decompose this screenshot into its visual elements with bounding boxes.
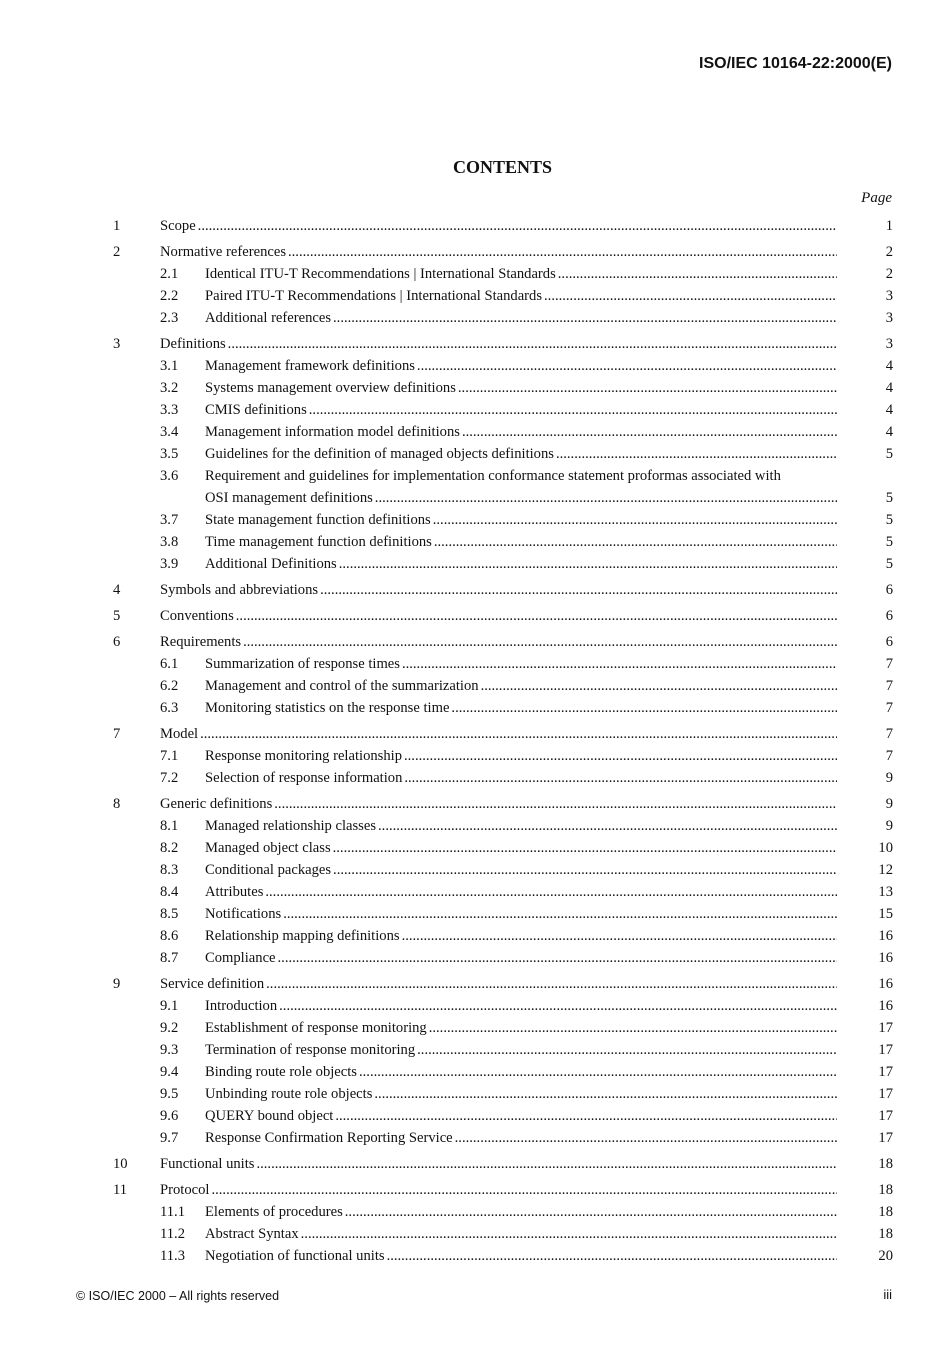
toc-entry[interactable] — [113, 215, 893, 237]
dot-leader — [266, 973, 837, 995]
toc-entry-body — [205, 697, 837, 719]
toc-entry-body — [205, 307, 837, 329]
toc-entry-title: Compliance — [205, 950, 276, 966]
toc-entry-title: Symbols and abbreviations — [160, 582, 319, 598]
toc-entry-title: Identical ITU-T Recommendations | International Standards — [205, 266, 556, 282]
dot-leader — [556, 443, 837, 465]
toc-entry-title: Unbinding route role objects — [205, 1086, 373, 1102]
dot-leader — [417, 355, 837, 377]
dot-leader — [279, 995, 837, 1017]
dot-leader — [404, 745, 837, 767]
toc-entry-title: Establishment of response monitoring — [205, 1020, 427, 1036]
dot-leader — [333, 837, 837, 859]
toc-subentry[interactable] — [113, 465, 893, 509]
toc-entry-page: 16 — [878, 950, 893, 966]
toc-entry-body — [205, 995, 837, 1017]
toc-subentry[interactable] — [113, 925, 893, 947]
toc-entry-title: Generic definitions — [160, 796, 273, 812]
toc-entry-page: 7 — [885, 700, 893, 716]
toc-entry-title: Management information model definitions — [205, 424, 460, 440]
toc-entry-title: Management framework definitions — [205, 358, 415, 374]
toc-entry-title: Definitions — [160, 336, 226, 352]
page-column-label: Page — [861, 190, 892, 206]
dot-leader — [404, 767, 837, 789]
toc-entry-title: Additional Definitions — [205, 556, 337, 572]
toc-entry-page: 17 — [878, 1020, 893, 1036]
dot-leader — [198, 215, 837, 237]
toc-entry-body — [205, 903, 837, 925]
toc-entry-page: 9 — [885, 818, 893, 834]
toc-entry-body — [160, 1153, 837, 1175]
toc-subentry[interactable] — [113, 531, 893, 553]
toc-entry-body — [205, 837, 837, 859]
dot-leader — [458, 377, 837, 399]
toc-subentry[interactable] — [113, 1245, 893, 1267]
contents-title: CONTENTS — [452, 157, 553, 177]
dot-leader — [243, 631, 837, 653]
toc-entry-title: Binding route role objects — [205, 1064, 357, 1080]
toc-entry-page: 17 — [878, 1086, 893, 1102]
toc-entry-title: Elements of procedures — [205, 1204, 343, 1220]
toc-entry-number: 6 — [113, 634, 121, 650]
toc-entry-title: Selection of response information — [205, 770, 403, 786]
toc-entry[interactable] — [113, 723, 893, 745]
toc-entry[interactable] — [113, 973, 893, 995]
toc-entry-body — [205, 947, 837, 969]
dot-leader — [301, 1223, 837, 1245]
toc-entry-page: 15 — [878, 906, 893, 922]
toc-entry-title: Response monitoring relationship — [205, 748, 402, 764]
dot-leader — [434, 531, 837, 553]
toc-entry-title: Normative references — [160, 244, 286, 260]
toc-entry-body — [205, 1017, 837, 1039]
toc-entry-title: Systems management overview definitions — [205, 380, 456, 396]
dot-leader — [433, 509, 837, 531]
dot-leader — [402, 925, 837, 947]
toc-entry-body — [205, 355, 837, 377]
dot-leader — [359, 1061, 837, 1083]
toc-entry-page: 3 — [885, 288, 893, 304]
toc-entry-page: 18 — [878, 1156, 893, 1172]
toc-entry-number: 8.4 — [160, 884, 179, 900]
toc-entry-body — [205, 1223, 837, 1245]
toc-entry-body — [160, 973, 837, 995]
toc-entry-body — [205, 421, 837, 443]
toc-entry[interactable] — [113, 793, 893, 815]
toc-entry-title: Service definition — [160, 976, 265, 992]
toc-entry-number: 8.7 — [160, 950, 179, 966]
dot-leader — [417, 1039, 837, 1061]
toc-entry[interactable] — [113, 579, 893, 601]
toc-entry-body — [205, 767, 837, 789]
toc-entry-page: 9 — [885, 770, 893, 786]
toc-entry-title: Protocol — [160, 1182, 210, 1198]
toc-entry-body — [160, 215, 837, 237]
dot-leader — [265, 881, 837, 903]
toc-subentry[interactable] — [113, 1201, 893, 1223]
toc-entry-body — [205, 925, 837, 947]
toc-entry-title: Requirements — [160, 634, 242, 650]
dot-leader — [374, 1083, 837, 1105]
toc-entry-page: 18 — [878, 1204, 893, 1220]
toc-entry-page: 3 — [885, 310, 893, 326]
toc-entry-body — [160, 723, 837, 745]
toc-section — [113, 793, 893, 969]
toc-entry-title: Time management function definitions — [205, 534, 432, 550]
toc-entry-number: 2.3 — [160, 310, 179, 326]
dot-leader — [333, 307, 837, 329]
toc-entry-title: Response Confirmation Reporting Service — [205, 1130, 453, 1146]
toc-entry-body — [205, 531, 837, 553]
toc-section — [113, 333, 893, 575]
toc-entry-page: 9 — [885, 796, 893, 812]
toc-entry-number: 11.1 — [160, 1204, 185, 1220]
toc-entry-body — [160, 241, 837, 263]
toc-entry-number: 8.3 — [160, 862, 179, 878]
toc-entry-body — [160, 333, 837, 355]
toc-section — [113, 723, 893, 789]
toc-entry-number: 3.5 — [160, 446, 179, 462]
toc-entry-body — [205, 399, 837, 421]
toc-entry-page: 2 — [885, 244, 893, 260]
toc-subentry[interactable] — [113, 815, 893, 837]
toc-entry-body — [205, 745, 837, 767]
toc-section — [113, 241, 893, 329]
toc-entry-page: 16 — [878, 976, 893, 992]
toc-entry-number: 3.7 — [160, 512, 179, 528]
toc-entry[interactable] — [113, 1153, 893, 1175]
toc-subentry[interactable] — [113, 881, 893, 903]
toc-entry-title: Termination of response monitoring — [205, 1042, 416, 1058]
toc-entry-number: 9.4 — [160, 1064, 179, 1080]
toc-entry-page: 6 — [885, 582, 893, 598]
toc-entry-body — [205, 881, 837, 903]
toc-entry-number: 6.1 — [160, 656, 179, 672]
dot-leader — [455, 1127, 837, 1149]
toc-entry-title: Model — [160, 726, 199, 742]
toc-entry-page: 6 — [885, 634, 893, 650]
document-id-header: ISO/IEC 10164-22:2000(E) — [699, 55, 892, 72]
toc-subentry[interactable] — [113, 307, 893, 329]
toc-subentry[interactable] — [113, 1017, 893, 1039]
toc-entry-title: Monitoring statistics on the response time — [205, 700, 450, 716]
toc-entry-body — [205, 653, 837, 675]
dot-leader — [236, 605, 837, 627]
toc-entry-title-line: Requirement and guidelines for implementation conformance statement proformas associated with — [205, 468, 781, 484]
toc-entry-number: 6.3 — [160, 700, 179, 716]
toc-entry-page: 5 — [885, 534, 893, 550]
toc-entry-number: 7.2 — [160, 770, 179, 786]
toc-section — [113, 1153, 893, 1175]
toc-entry-number: 9.7 — [160, 1130, 179, 1146]
toc-entry-page: 5 — [885, 446, 893, 462]
toc-entry[interactable] — [113, 631, 893, 653]
toc-entry-page: 7 — [885, 726, 893, 742]
toc-entry-body — [160, 1179, 837, 1201]
toc-subentry[interactable] — [113, 377, 893, 399]
toc-subentry[interactable] — [113, 1061, 893, 1083]
table-of-contents — [113, 215, 893, 1271]
dot-leader — [345, 1201, 837, 1223]
toc-subentry[interactable] — [113, 509, 893, 531]
dot-leader — [211, 1179, 837, 1201]
toc-subentry[interactable] — [113, 285, 893, 307]
toc-entry-page: 10 — [878, 840, 893, 856]
toc-entry-title: Management and control of the summarization — [205, 678, 479, 694]
toc-entry[interactable] — [113, 241, 893, 263]
toc-entry-body — [160, 793, 837, 815]
toc-section — [113, 579, 893, 601]
toc-entry-number: 6.2 — [160, 678, 179, 694]
toc-entry-number: 11.3 — [160, 1248, 185, 1264]
toc-entry-title: Notifications — [205, 906, 282, 922]
dot-leader — [288, 241, 837, 263]
toc-entry-body — [205, 1039, 837, 1061]
toc-entry-page: 13 — [878, 884, 893, 900]
toc-subentry[interactable] — [113, 859, 893, 881]
dot-leader — [375, 487, 837, 509]
dot-leader — [335, 1105, 837, 1127]
toc-entry-body — [205, 285, 837, 307]
toc-entry-page: 17 — [878, 1064, 893, 1080]
toc-entry-number: 9.6 — [160, 1108, 179, 1124]
toc-entry-title-continuation — [205, 487, 837, 509]
dot-leader — [462, 421, 837, 443]
toc-entry-number: 3.6 — [160, 468, 179, 484]
toc-entry-number: 3.2 — [160, 380, 179, 396]
toc-entry-page: 4 — [885, 358, 893, 374]
toc-subentry[interactable] — [113, 837, 893, 859]
toc-entry-page: 17 — [878, 1108, 893, 1124]
toc-entry-body — [160, 605, 837, 627]
toc-subentry[interactable] — [113, 1105, 893, 1127]
toc-entry-number: 7.1 — [160, 748, 179, 764]
toc-entry-number: 11 — [113, 1182, 128, 1198]
toc-entry-title: Summarization of response times — [205, 656, 400, 672]
toc-entry-page: 7 — [885, 678, 893, 694]
toc-subentry[interactable] — [113, 1083, 893, 1105]
toc-entry-title: Conditional packages — [205, 862, 332, 878]
toc-section — [113, 215, 893, 237]
toc-entry-number: 3 — [113, 336, 121, 352]
toc-subentry[interactable] — [113, 767, 893, 789]
dot-leader — [283, 903, 837, 925]
toc-entry-body — [205, 465, 837, 509]
toc-entry-number: 2.2 — [160, 288, 179, 304]
toc-entry-page: 12 — [878, 862, 893, 878]
toc-entry-body — [205, 815, 837, 837]
toc-entry-page: 7 — [885, 656, 893, 672]
toc-entry-number: 3.8 — [160, 534, 179, 550]
toc-entry-title: OSI management definitions — [205, 490, 373, 506]
toc-entry-number: 3.4 — [160, 424, 179, 440]
toc-entry-number: 4 — [113, 582, 121, 598]
toc-entry-page: 16 — [878, 928, 893, 944]
toc-subentry[interactable] — [113, 995, 893, 1017]
toc-entry-number: 9.5 — [160, 1086, 179, 1102]
toc-entry-body — [205, 1245, 837, 1267]
toc-entry-body — [205, 859, 837, 881]
toc-subentry[interactable] — [113, 263, 893, 285]
toc-entry-number: 11.2 — [160, 1226, 185, 1242]
toc-entry-number: 5 — [113, 608, 121, 624]
toc-entry[interactable] — [113, 333, 893, 355]
toc-entry-title: QUERY bound object — [205, 1108, 334, 1124]
toc-entry-title: CMIS definitions — [205, 402, 307, 418]
toc-entry-number: 10 — [113, 1156, 128, 1172]
toc-entry-title: Attributes — [205, 884, 264, 900]
toc-subentry[interactable] — [113, 399, 893, 421]
toc-entry-body — [205, 1083, 837, 1105]
dot-leader — [278, 947, 837, 969]
toc-subentry[interactable] — [113, 421, 893, 443]
dot-leader — [309, 399, 837, 421]
toc-entry-body — [205, 443, 837, 465]
toc-subentry[interactable] — [113, 745, 893, 767]
toc-entry-page: 5 — [885, 512, 893, 528]
dot-leader — [402, 653, 837, 675]
toc-entry-page: 4 — [885, 402, 893, 418]
toc-subentry[interactable] — [113, 1223, 893, 1245]
toc-subentry[interactable] — [113, 697, 893, 719]
toc-entry-body — [205, 1127, 837, 1149]
toc-entry-page: 20 — [878, 1248, 893, 1264]
toc-entry-title: Abstract Syntax — [205, 1226, 299, 1242]
toc-entry-body — [160, 631, 837, 653]
toc-entry-page: 2 — [885, 266, 893, 282]
toc-entry-page: 5 — [885, 556, 893, 572]
toc-entry-body — [205, 263, 837, 285]
toc-entry-page: 3 — [885, 336, 893, 352]
toc-subentry[interactable] — [113, 1039, 893, 1061]
toc-entry-page: 16 — [878, 998, 893, 1014]
toc-entry-number: 8.2 — [160, 840, 179, 856]
dot-leader — [320, 579, 837, 601]
toc-section — [113, 973, 893, 1149]
toc-entry[interactable] — [113, 1179, 893, 1201]
toc-entry-page: 18 — [878, 1182, 893, 1198]
toc-entry-body — [205, 509, 837, 531]
copyright-footer: © ISO/IEC 2000 – All rights reserved — [76, 1289, 280, 1303]
toc-entry-number: 3.3 — [160, 402, 179, 418]
toc-entry-number: 9.3 — [160, 1042, 179, 1058]
toc-entry-page: 5 — [885, 490, 893, 506]
dot-leader — [378, 815, 837, 837]
toc-entry-number: 7 — [113, 726, 121, 742]
toc-entry-number: 8 — [113, 796, 121, 812]
toc-entry-title: Relationship mapping definitions — [205, 928, 400, 944]
dot-leader — [451, 697, 837, 719]
dot-leader — [544, 285, 837, 307]
page-number: iii — [883, 1287, 892, 1302]
toc-entry-number: 2.1 — [160, 266, 179, 282]
toc-entry-number: 3.9 — [160, 556, 179, 572]
toc-entry-body — [205, 1201, 837, 1223]
toc-entry-page: 4 — [885, 380, 893, 396]
toc-entry-title: Introduction — [205, 998, 278, 1014]
toc-subentry[interactable] — [113, 1127, 893, 1149]
toc-entry-title: Additional references — [205, 310, 332, 326]
dot-leader — [228, 333, 837, 355]
toc-entry-page: 18 — [878, 1226, 893, 1242]
toc-subentry[interactable] — [113, 675, 893, 697]
toc-entry-body — [160, 579, 837, 601]
toc-subentry[interactable] — [113, 443, 893, 465]
dot-leader — [558, 263, 837, 285]
toc-entry-title: Managed relationship classes — [205, 818, 377, 834]
toc-entry-number: 3.1 — [160, 358, 179, 374]
toc-entry-number: 8.6 — [160, 928, 179, 944]
toc-entry-title: Guidelines for the definition of managed objects definitions — [205, 446, 554, 462]
toc-entry-body — [205, 377, 837, 399]
dot-leader — [429, 1017, 837, 1039]
toc-subentry[interactable] — [113, 653, 893, 675]
toc-entry-body — [205, 553, 837, 575]
dot-leader — [387, 1245, 837, 1267]
toc-entry-title: Managed object class — [205, 840, 331, 856]
toc-entry-title: Negotiation of functional units — [205, 1248, 385, 1264]
toc-entry-page: 1 — [885, 218, 893, 234]
toc-entry-number: 1 — [113, 218, 121, 234]
dot-leader — [481, 675, 837, 697]
dot-leader — [333, 859, 837, 881]
toc-entry[interactable] — [113, 605, 893, 627]
toc-subentry[interactable] — [113, 355, 893, 377]
toc-entry-body — [205, 1061, 837, 1083]
toc-entry-number: 8.5 — [160, 906, 179, 922]
dot-leader — [339, 553, 837, 575]
toc-entry-page: 17 — [878, 1130, 893, 1146]
toc-entry-title: Paired ITU-T Recommendations | International Standards — [205, 288, 543, 304]
toc-entry-title: Scope — [160, 218, 196, 234]
dot-leader — [200, 723, 837, 745]
toc-section — [113, 1179, 893, 1267]
toc-entry-number: 2 — [113, 244, 121, 260]
toc-entry-number: 9.2 — [160, 1020, 179, 1036]
toc-entry-number: 9.1 — [160, 998, 179, 1014]
toc-entry-number: 8.1 — [160, 818, 179, 834]
toc-entry-page: 6 — [885, 608, 893, 624]
toc-entry-page: 17 — [878, 1042, 893, 1058]
toc-section — [113, 605, 893, 627]
dot-leader — [256, 1153, 837, 1175]
toc-subentry[interactable] — [113, 947, 893, 969]
toc-entry-title: Conventions — [160, 608, 234, 624]
toc-entry-page: 4 — [885, 424, 893, 440]
toc-entry-body — [205, 1105, 837, 1127]
toc-entry-page: 7 — [885, 748, 893, 764]
toc-section — [113, 631, 893, 719]
toc-subentry[interactable] — [113, 553, 893, 575]
dot-leader — [274, 793, 837, 815]
toc-subentry[interactable] — [113, 903, 893, 925]
toc-entry-body — [205, 675, 837, 697]
toc-entry-title: Functional units — [160, 1156, 255, 1172]
toc-entry-number: 9 — [113, 976, 121, 992]
toc-entry-title: State management function definitions — [205, 512, 431, 528]
